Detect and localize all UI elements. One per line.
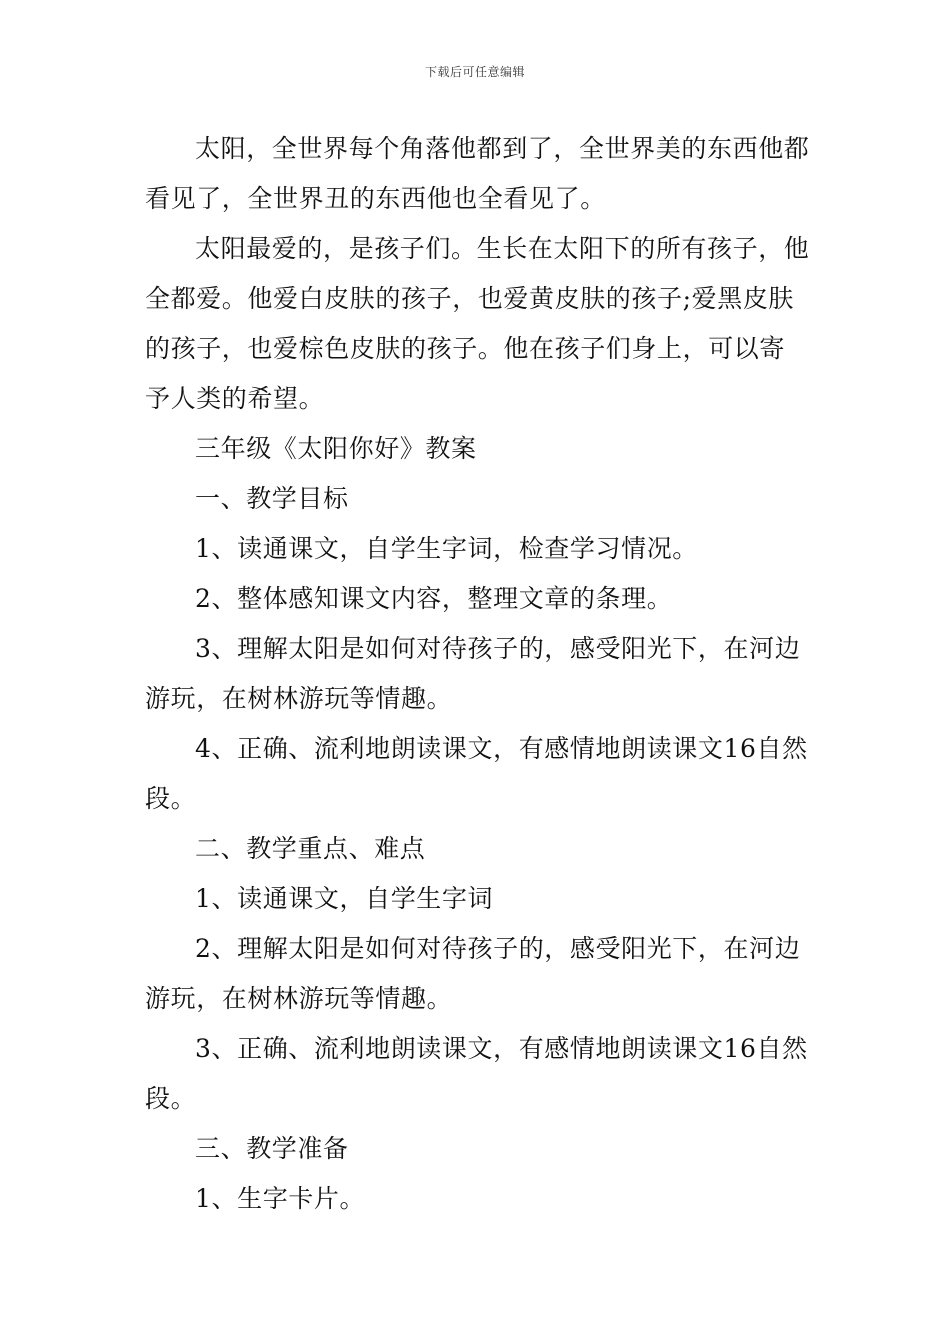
goal-item-4: 4、正确、流利地朗读课文，有感情地朗读课文16自然段。	[145, 734, 808, 813]
key-point-item-1: 1、读通课文，自学生字词	[195, 884, 494, 913]
lesson-plan-title: 三年级《太阳你好》教案	[195, 434, 477, 463]
preparation-item-1: 1、生字卡片。	[195, 1184, 366, 1213]
goal-item-2: 2、整体感知课文内容，整理文章的条理。	[195, 584, 673, 613]
key-point-item-2: 2、理解太阳是如何对待孩子的，感受阳光下，在河边游玩，在树林游玩等情趣。	[145, 934, 801, 1013]
section-heading-preparation: 三、教学准备	[195, 1134, 349, 1163]
page-header-note: 下载后可任意编辑	[424, 65, 525, 79]
section-heading-goals: 一、教学目标	[195, 484, 349, 513]
paragraph-sun-sees-world: 太阳，全世界每个角落他都到了，全世界美的东西他都看见了，全世界丑的东西他也全看见了。	[145, 134, 810, 213]
key-point-item-3: 3、正确、流利地朗读课文，有感情地朗读课文16自然段。	[145, 1034, 808, 1113]
section-heading-key-points: 二、教学重点、难点	[195, 834, 426, 863]
goal-item-1: 1、读通课文，自学生字词，检查学习情况。	[195, 534, 698, 563]
document-body	[145, 124, 810, 1224]
goal-item-3: 3、理解太阳是如何对待孩子的，感受阳光下，在河边游玩，在树林游玩等情趣。	[145, 634, 801, 713]
paragraph-sun-loves-children: 太阳最爱的，是孩子们。生长在太阳下的所有孩子，他全都爱。他爱白皮肤的孩子，也爱黄皮肤的孩子;爱黑皮肤的孩子，也爱棕色皮肤的孩子。他在孩子们身上，可以寄予人类的希望。	[145, 234, 810, 413]
